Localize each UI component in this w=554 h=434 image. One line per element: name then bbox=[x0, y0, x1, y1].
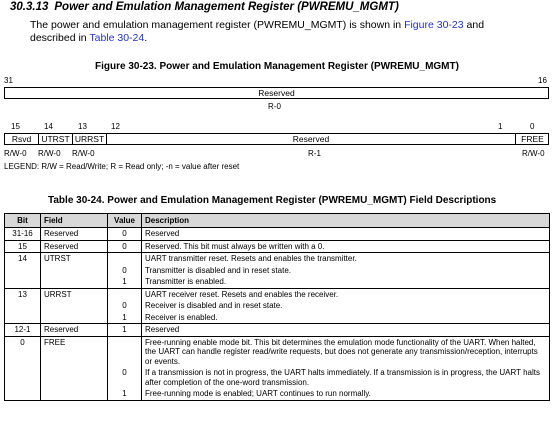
access-urrst: R/W-0 bbox=[72, 149, 95, 158]
field-reserved-upper: Reserved bbox=[258, 88, 295, 98]
cell-field bbox=[41, 265, 108, 277]
access-free: R/W-0 bbox=[522, 149, 545, 158]
field-urrst: URRST bbox=[73, 134, 107, 144]
cell-description: Receiver is enabled. bbox=[142, 312, 550, 324]
header-bit: Bit bbox=[5, 214, 41, 228]
table-row bbox=[5, 324, 550, 337]
cell-bit: 31-16 bbox=[5, 228, 41, 241]
cell-description: Receiver is disabled and in reset state. bbox=[142, 300, 550, 312]
table-row bbox=[5, 367, 550, 388]
cell-field: Reserved bbox=[41, 228, 108, 241]
table-row bbox=[5, 388, 550, 400]
cell-field bbox=[41, 367, 108, 388]
table-row bbox=[5, 336, 550, 367]
bit-label-0: 0 bbox=[530, 122, 535, 131]
cell-value bbox=[108, 336, 142, 367]
cell-value: 0 bbox=[108, 240, 142, 253]
cell-bit bbox=[5, 265, 41, 277]
cell-field bbox=[41, 388, 108, 400]
cell-value: 0 bbox=[108, 265, 142, 277]
cell-field: FREE bbox=[41, 336, 108, 367]
cell-description: Reserved bbox=[142, 324, 550, 337]
header-value: Value bbox=[108, 214, 142, 228]
table-row bbox=[5, 300, 550, 312]
cell-field bbox=[41, 300, 108, 312]
table-header-row bbox=[5, 214, 550, 228]
table-link[interactable]: Table 30-24 bbox=[89, 32, 145, 44]
cell-field: Reserved bbox=[41, 240, 108, 253]
cell-field bbox=[41, 312, 108, 324]
bit-label-31: 31 bbox=[4, 76, 13, 85]
table-row bbox=[5, 240, 550, 253]
section-heading bbox=[10, 1, 399, 13]
bit-label-13: 13 bbox=[78, 122, 87, 131]
cell-bit bbox=[5, 312, 41, 324]
intro-text-1: The power and emulation management register (PWREMU_MGMT) is shown in bbox=[30, 19, 405, 31]
cell-value bbox=[108, 253, 142, 265]
register-upper-row bbox=[4, 87, 549, 99]
section-title: Power and Emulation Management Register (PWREMU_MGMT) bbox=[54, 1, 399, 13]
table-row bbox=[5, 253, 550, 265]
table-caption: Table 30-24. Power and Emulation Management Register (PWREMU_MGMT) Field Descriptions bbox=[48, 195, 497, 206]
cell-field: Reserved bbox=[41, 324, 108, 337]
cell-bit: 14 bbox=[5, 253, 41, 265]
table-row bbox=[5, 312, 550, 324]
bit-label-12: 12 bbox=[111, 122, 120, 131]
cell-description: UART transmitter reset. Resets and enables the transmitter. bbox=[142, 253, 550, 265]
bit-label-1: 1 bbox=[498, 122, 503, 131]
table-row bbox=[5, 288, 550, 300]
cell-description: UART receiver reset. Resets and enables the receiver. bbox=[142, 288, 550, 300]
figure-caption: Figure 30-23. Power and Emulation Management Register (PWREMU_MGMT) bbox=[95, 61, 459, 72]
cell-description: Transmitter is disabled and in reset state. bbox=[142, 265, 550, 277]
cell-value: 0 bbox=[108, 228, 142, 241]
intro-paragraph bbox=[30, 19, 484, 45]
cell-value bbox=[108, 288, 142, 300]
cell-bit bbox=[5, 276, 41, 288]
register-legend: LEGEND: R/W = Read/Write; R = Read only; -n = value after reset bbox=[4, 162, 240, 171]
header-field: Field bbox=[41, 214, 108, 228]
cell-value: 1 bbox=[108, 324, 142, 337]
cell-field: UTRST bbox=[41, 253, 108, 265]
cell-field: URRST bbox=[41, 288, 108, 300]
access-reserved: R-1 bbox=[308, 149, 321, 158]
bit-label-15: 15 bbox=[11, 122, 20, 131]
cell-bit bbox=[5, 388, 41, 400]
intro-text-4: . bbox=[144, 32, 148, 44]
cell-value: 0 bbox=[108, 367, 142, 388]
cell-bit: 15 bbox=[5, 240, 41, 253]
access-rsvd: R/W-0 bbox=[4, 149, 27, 158]
field-free: FREE bbox=[521, 134, 544, 144]
cell-field bbox=[41, 276, 108, 288]
field-rsvd: Rsvd bbox=[5, 134, 39, 144]
cell-value: 1 bbox=[108, 276, 142, 288]
register-lower-row bbox=[4, 133, 549, 145]
section-number: 30.3.13 bbox=[10, 1, 49, 13]
cell-description: If a transmission is not in progress, the UART halts immediately. If a transmission is in progress, the UART halts after completion of the one-word transmission. bbox=[142, 367, 550, 388]
cell-description: Reserved bbox=[142, 228, 550, 241]
bit-label-16: 16 bbox=[538, 76, 547, 85]
access-upper: R-0 bbox=[268, 102, 281, 111]
cell-value: 1 bbox=[108, 388, 142, 400]
cell-value: 0 bbox=[108, 300, 142, 312]
field-description-table bbox=[4, 213, 550, 401]
table-row bbox=[5, 276, 550, 288]
access-utrst: R/W-0 bbox=[38, 149, 61, 158]
table-row bbox=[5, 265, 550, 277]
field-reserved-lower: Reserved bbox=[107, 134, 516, 144]
cell-bit: 12-1 bbox=[5, 324, 41, 337]
cell-bit: 13 bbox=[5, 288, 41, 300]
cell-description: Free-running enable mode bit. This bit determines the emulation mode functionality of the UART. When halted, the UART can handle register read/write requests, but does not generate any transmission/reception, interrupts or events. bbox=[142, 336, 550, 367]
cell-description: Free-running mode is enabled; UART continues to run normally. bbox=[142, 388, 550, 400]
table-row bbox=[5, 228, 550, 241]
field-utrst: UTRST bbox=[39, 134, 73, 144]
cell-bit bbox=[5, 300, 41, 312]
cell-description: Transmitter is enabled. bbox=[142, 276, 550, 288]
cell-description: Reserved. This bit must always be written with a 0. bbox=[142, 240, 550, 253]
header-description: Description bbox=[142, 214, 550, 228]
bit-label-14: 14 bbox=[44, 122, 53, 131]
cell-value: 1 bbox=[108, 312, 142, 324]
figure-link[interactable]: Figure 30-23 bbox=[404, 19, 464, 31]
cell-bit bbox=[5, 367, 41, 388]
intro-text-3: described in bbox=[30, 32, 90, 44]
intro-text-2: and bbox=[463, 19, 485, 31]
cell-bit: 0 bbox=[5, 336, 41, 367]
